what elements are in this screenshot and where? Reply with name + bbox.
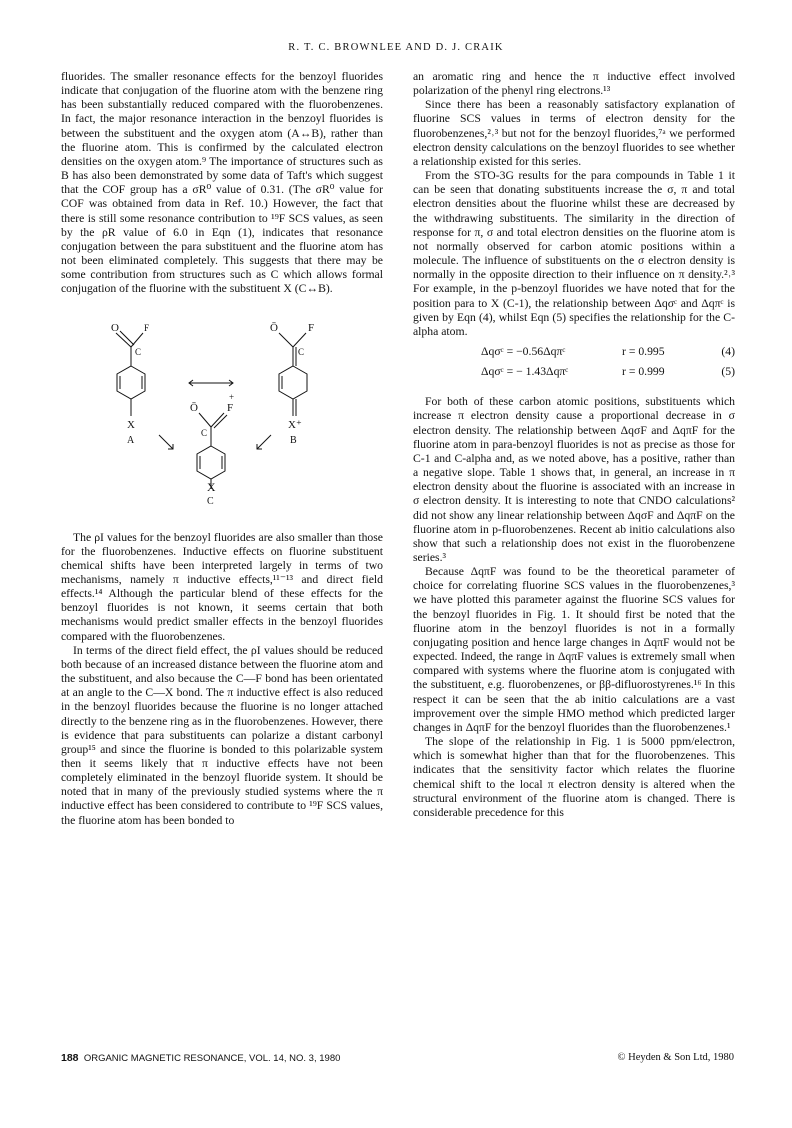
scheme-label-c: C: [207, 495, 214, 507]
equation-expression: Δqσᶜ = − 1.43Δqπᶜ: [481, 365, 569, 379]
page-footer: [61, 1052, 340, 1064]
equation-expression: Δqσᶜ = −0.56Δqπᶜ: [481, 344, 566, 358]
right-column: [413, 70, 735, 820]
svg-text:+: +: [229, 391, 235, 402]
scheme-atom-c: C: [201, 427, 208, 438]
paragraph: The ρI values for the benzoyl fluorides are also smaller than those for the fluorobenzenes. Inductive effects on fluorine substituent chemical shifts have been interpreted largely in terms of two mechanisms, namely π inductive effects,¹¹⁻¹³ and direct field effects.¹⁴ Although the particular blend of these effects for the benzoyl fluorides is not known, it seems certain that both mechanisms would predict smaller effects in the benzoyl fluorides compared with the fluorobenzenes.: [61, 530, 383, 643]
equation-correlation: r = 0.999: [622, 365, 665, 379]
paragraph: Since there has been a reasonably satisfactory explanation of fluorine SCS values in terms of electron density for the fluorobenzenes,²˒³ but not for the benzoyl fluorides,⁷ᵃ we performed electron density calculations on the benzoyl fluorides to see whether a relationship existed for this series.: [413, 98, 735, 168]
paragraph: Because ΔqπF was found to be the theoretical parameter of choice for correlating fluorine SCS values in the fluorobenzenes,³ we have plotted this parameter against the fluorine SCS values for the benzoyl fluorides in Fig. 1. It should first be noted that the fluorine atom in the benzoyl fluorides is not in a formally conjugating position and hence large changes in ΔqπF would not be expected. Indeed, the range in ΔqπF values is extremely small when compared with systems where the fluorine atom is conjugated with the substituent, e.g. fluorobenzenes, or ββ-difluorostyrenes.¹⁶ In this respect it can be seen that the ab initio calculations are a vast improvement over the simple HMO method which predicted larger changes in ΔqπF for the benzoyl fluorides than the fluorobenzenes.¹: [413, 565, 735, 734]
scheme-atom-c: C: [135, 346, 142, 357]
scheme-atom-c: C: [298, 346, 305, 357]
resonance-structures-drawing: [61, 311, 383, 491]
copyright-notice: © Heyden & Son Ltd, 1980: [617, 1052, 734, 1063]
equation-correlation: r = 0.995: [622, 344, 665, 358]
paragraph: fluorides. The smaller resonance effects for the benzoyl fluorides indicate that conjugation of the fluorine atom with the benzene ring has been substantially reduced compared with the fluorobenzenes. In fact, the major resonance interaction in the benzoyl fluorides is between the substituent and the oxygen atom (A↔B), rather than the fluorine atom. This is confirmed by the calculated electron densities on the oxygen atom.⁹ The importance of structures such as B has also been demonstrated by some data of Taft's which suggest that the COF group has a σR⁰ value of 0.31. (The σR⁰ value for COF was obtained from data in Ref. 10.) However, the fact that there is still some resonance contribution to ¹⁹F SCS values, as seen by the ρR value of 6.0 in Eqn (1), indicates that resonance conjugation between the para substituent and the fluorine atom has not been eliminated completely. This suggests that there may be some contribution from structures such as C which allows formal conjugation of the fluorine with the substituent X (C↔B).: [61, 70, 383, 296]
page-number: 188: [61, 1052, 79, 1064]
resonance-scheme: [61, 311, 383, 491]
quinoid-ring-b: [279, 366, 307, 399]
scheme-atom-o: O: [111, 321, 119, 334]
paragraph: In terms of the direct field effect, the ρI values should be reduced both because of an increased distance between the fluorine atom and the substituent, and also because the C—F bond has been orientated at an angle to the C—X bond. The π inductive effect is also reduced in the benzoyl fluorides because the fluorine is no longer attached directly to the benzene ring as in the fluorobenzenes. However, there is evidence that para substituents can polarize a distant carbonyl group¹⁵ and since the fluorine is bonded to this polarizable system then it seems likely that π inductive effects have not been completely eliminated in the benzoyl fluoride system. It should be noted that in many of the previously studied systems where the π inductive effect has been considered to contribute to ¹⁹F SCS values, the fluorine atom has been bonded to: [61, 643, 383, 827]
scheme-atom-f: F: [308, 321, 315, 334]
paragraph: an aromatic ring and hence the π inductive effect involved polarization of the phenyl ring electrons.¹³: [413, 70, 735, 98]
paragraph: For both of these carbon atomic positions, substituents which increase π electron density cause a proportional decrease in σ electron density. The relationship between ΔqσF and ΔqπF for the fluorine atom in para-benzoyl fluorides is not as precise as those for C-1 and C-alpha and, as we noted above, has a positive, rather than a negative slope. Table 1 shows that, in general, an increase in π electron density about the fluorine is associated with an increase in σ electron density. It is interesting to note that CNDO calculations² did not show any linear relationship between ΔqσF and ΔqπF on the fluorine atom in p-fluorobenzenes. Recent ab initio calculations also show that such a relationship does not exist in the fluorobenzene series.³: [413, 395, 735, 564]
scheme-atom-f: F: [144, 322, 150, 333]
equation-number: (4): [721, 344, 735, 358]
benzene-ring-a: [117, 366, 145, 399]
running-head: R. T. C. BROWNLEE AND D. J. CRAIK: [288, 42, 504, 53]
paragraph: The slope of the relationship in Fig. 1 is 5000 ppm/electron, which is somewhat higher than that for the fluorobenzenes. This indicates that the sensitivity factor which relates the fluorine chemical shift to the local π electron density is altered when the structural environment of the fluorine atom is changed. There is considerable precedence for this: [413, 735, 735, 819]
journal-citation: ORGANIC MAGNETIC RESONANCE, VOL. 14, NO. 3, 1980: [83, 1053, 341, 1064]
scheme-atom-x: X: [207, 480, 216, 494]
equation-number: (5): [721, 365, 735, 379]
scheme-atom-x: X: [127, 418, 135, 431]
scheme-label-b: B: [290, 434, 297, 446]
benzene-ring-c: [197, 446, 225, 479]
paragraph: From the STO-3G results for the para compounds in Table 1 it can be seen that donating substituents increase the σ, π and total electron densities about the fluorine whilst these are decreased by the withdrawing substituents. The similarity in the direction of response for π, σ and total electron densities on the fluorine atom is not normally observed for carbon atomic positions within a molecule. The influence of substituents on the σ electron density is normally in the opposite direction to their influence on π density.²˒³ For example, in the p-benzoyl fluorides we have noted that for the position para to X (C-1), the relationship between Δqσᶜ and Δqπᶜ is given by Eqn (4), whilst Eqn (5) specifies the relationship for the C-alpha atom.: [413, 169, 735, 338]
scheme-atom-o-minus: Ō: [270, 321, 278, 334]
scheme-atom-f-plus: F: [227, 401, 234, 414]
equation-4: [413, 345, 735, 359]
left-column: [61, 70, 383, 828]
equation-5: [413, 365, 735, 379]
scheme-atom-x-plus: X⁺: [288, 418, 302, 431]
scheme-label-a: A: [127, 434, 135, 446]
scheme-atom-o-minus: Ō: [190, 401, 198, 414]
